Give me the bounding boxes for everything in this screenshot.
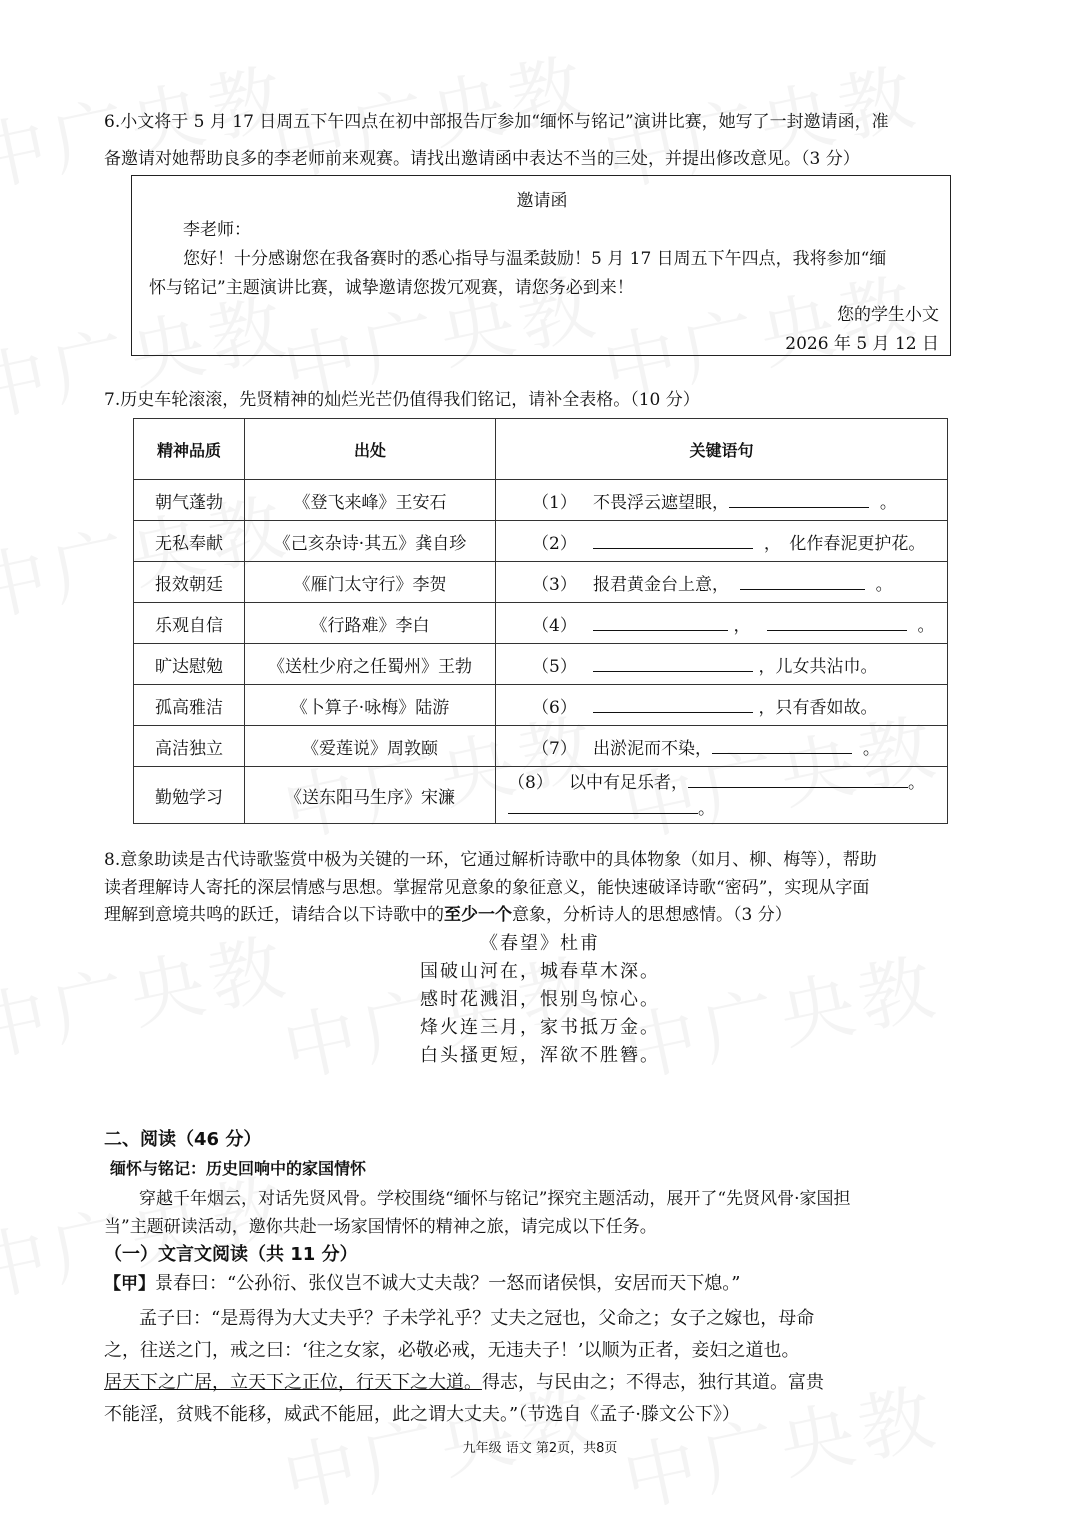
underlined-sentence: 居天下之广居，立天下之正位，行天下之大道。 (104, 1372, 482, 1393)
poem-line: 感时花溅泪，恨别鸟惊心。 (420, 989, 660, 1010)
table-row (134, 644, 948, 685)
answer-blank[interactable] (508, 795, 698, 814)
answer-blank[interactable] (593, 694, 753, 713)
table-header: 精神品质 (134, 419, 245, 480)
quality-cell: 孤高雅洁 (134, 685, 245, 726)
answer-blank[interactable] (740, 571, 865, 590)
sentence-prefix: 不畏浮云遮望眼， (593, 492, 730, 513)
table-header: 关键语句 (496, 419, 948, 480)
answer-blank[interactable] (593, 653, 753, 672)
sentence-prefix: 出淤泥而不染， (593, 738, 713, 759)
q8-line3-end: 意象，分析诗人的思想感情。（3 分） (512, 905, 792, 925)
jia-line (104, 1271, 740, 1297)
source-cell: 《送杜少府之任蜀州》王勃 (245, 644, 496, 685)
answer-blank[interactable] (767, 612, 907, 631)
sentence-cell (496, 562, 948, 603)
poem-table (133, 418, 948, 824)
sentence-cell (496, 685, 948, 726)
letter-signature: 您的学生小文 (837, 305, 939, 325)
sentence-suffix: 。 (698, 799, 715, 819)
q8-line2: 读者理解诗人寄托的深层情感与思想。掌握常见意象的象征意义，能快速破译诗歌“密码”，实现从字面 (104, 878, 870, 898)
sentence-prefix: 以中有足乐者， (569, 773, 689, 793)
table-row (134, 685, 948, 726)
poem-line: 国破山河在，城春草木深。 (420, 961, 660, 982)
row-number: （7） (532, 738, 577, 759)
row-number: （2） (532, 533, 577, 554)
page-footer: 九年级 语文 第2页，共8页 (462, 1441, 618, 1456)
classical-para-line3 (104, 1370, 824, 1396)
source-cell: 《送东阳马生序》宋濂 (245, 767, 496, 824)
letter-body-line2: 怀与铭记”主题演讲比赛，诚挚邀请您拨冗观赛，请您务必到来！ (149, 278, 634, 298)
quality-cell: 高洁独立 (134, 726, 245, 767)
table-row (134, 521, 948, 562)
sentence-suffix: 。 (875, 574, 893, 595)
poem-title: 《春望》杜甫 (480, 933, 600, 954)
table-row (134, 726, 948, 767)
row-number: （4） (532, 615, 577, 636)
sentence-suffix: ，只有香如故。 (758, 697, 878, 718)
row-number: （8） (508, 773, 553, 793)
table-header: 出处 (245, 419, 496, 480)
letter-date: 2026 年 5 月 12 日 (785, 334, 939, 354)
source-cell: 《登飞来峰》王安石 (245, 480, 496, 521)
quality-cell: 勤勉学习 (134, 767, 245, 824)
sentence-middle: ， (733, 615, 751, 636)
answer-blank[interactable] (688, 769, 908, 788)
sentence-suffix: ，儿女共沾巾。 (758, 656, 878, 677)
table-row (134, 603, 948, 644)
answer-blank[interactable] (593, 612, 728, 631)
table-row (134, 480, 948, 521)
quality-cell: 旷达慰勉 (134, 644, 245, 685)
intro-line2: 当”主题研读活动，邀你共赴一场家国情怀的精神之旅，请完成以下任务。 (104, 1217, 657, 1237)
row-number: （5） (532, 656, 577, 677)
answer-blank[interactable] (729, 489, 869, 508)
poem-line: 白头搔更短，浑欲不胜簪。 (420, 1045, 660, 1066)
sentence-suffix: 。 (908, 773, 926, 793)
intro-line1: 穿越千年烟云，对话先贤风骨。学校围绕“缅怀与铭记”探究主题活动，展开了“先贤风骨·家国担 (139, 1189, 851, 1209)
sentence-cell (496, 767, 948, 824)
sentence-prefix: 报君黄金台上意， (593, 574, 730, 595)
sentence-cell (496, 726, 948, 767)
sentence-suffix: 。 (917, 615, 935, 636)
sentence-suffix: 。 (862, 738, 880, 759)
q8-line1: 8.意象助读是古代诗歌鉴赏中极为关键的一环，它通过解析诗歌中的具体物象（如月、柳、梅等），帮助 (104, 850, 877, 870)
q8-line3 (104, 902, 792, 928)
row-number: （6） (532, 697, 577, 718)
q6-line1: 6.小文将于 5 月 17 日周五下午四点在初中部报告厅参加“缅怀与铭记”演讲比赛，她写了一封邀请函，准 (104, 112, 889, 132)
poem-line: 烽火连三月，家书抵万金。 (420, 1017, 660, 1038)
letter-body-line1: 您好！十分感谢您在我备赛时的悉心指导与温柔鼓励！5 月 17 日周五下午四点，我将参加“缅 (183, 249, 887, 269)
quality-cell: 报效朝廷 (134, 562, 245, 603)
source-cell: 《行路难》李白 (245, 603, 496, 644)
sentence-cell (496, 644, 948, 685)
sentence-cell (496, 521, 948, 562)
quality-cell: 朝气蓬勃 (134, 480, 245, 521)
q8-emphasis: 至少一个 (444, 905, 512, 925)
jia-label: 【甲】 (104, 1274, 155, 1294)
row-number: （1） (532, 492, 577, 513)
source-cell: 《爱莲说》周敦颐 (245, 726, 496, 767)
classical-para-line2: 之，往送之门，戒之曰：‘往之女家，必敬必戒，无违夫子！’以顺为正者，妾妇之道也。 (104, 1340, 800, 1361)
section-heading: 二、阅读（46 分） (104, 1129, 262, 1150)
invitation-letter-box (131, 175, 951, 356)
source-cell: 《己亥杂诗·其五》龚自珍 (245, 521, 496, 562)
q6-line2: 备邀请对她帮助良多的李老师前来观赛。请找出邀请函中表达不当的三处，并提出修改意见。（3 分） (104, 149, 860, 169)
classical-para-line1: 孟子曰：“是焉得为大丈夫乎？子未学礼乎？丈夫之冠也，父命之；女子之嫁也，母命 (139, 1308, 815, 1329)
q8-line3-start: 理解到意境共鸣的跃迁，请结合以下诗歌中的 (104, 905, 444, 925)
part-heading: （一）文言文阅读（共 11 分） (104, 1244, 358, 1265)
letter-salutation: 李老师： (183, 220, 251, 240)
table-row (134, 562, 948, 603)
letter-title: 邀请函 (516, 191, 568, 211)
q7-prompt: 7.历史车轮滚滚，先贤精神的灿烂光芒仍值得我们铭记，请补全表格。（10 分） (104, 390, 700, 410)
source-cell: 《雁门太守行》李贺 (245, 562, 496, 603)
classical-text: 得志，与民由之；不得志，独行其道。富贵 (482, 1372, 824, 1393)
classical-para-line4: 不能淫，贫贱不能移，威武不能屈，此之谓大丈夫。”（节选自《孟子·滕文公下》） (104, 1404, 740, 1425)
jia-text: 景春曰：“公孙衍、张仪岂不诚大丈夫哉？一怒而诸侯惧，安居而天下熄。” (155, 1273, 741, 1294)
source-cell: 《卜算子·咏梅》陆游 (245, 685, 496, 726)
table-row (134, 767, 948, 824)
quality-cell: 乐观自信 (134, 603, 245, 644)
sentence-suffix: 。 (879, 492, 897, 513)
answer-blank[interactable] (712, 735, 852, 754)
sentence-cell (496, 603, 948, 644)
section-subheading: 缅怀与铭记：历史回响中的家国情怀 (110, 1159, 367, 1178)
sentence-cell (496, 480, 948, 521)
sentence-suffix: ， 化作春泥更护花。 (763, 533, 926, 554)
answer-blank[interactable] (593, 530, 753, 549)
row-number: （3） (532, 574, 577, 595)
table-header-row (134, 419, 948, 480)
quality-cell: 无私奉献 (134, 521, 245, 562)
